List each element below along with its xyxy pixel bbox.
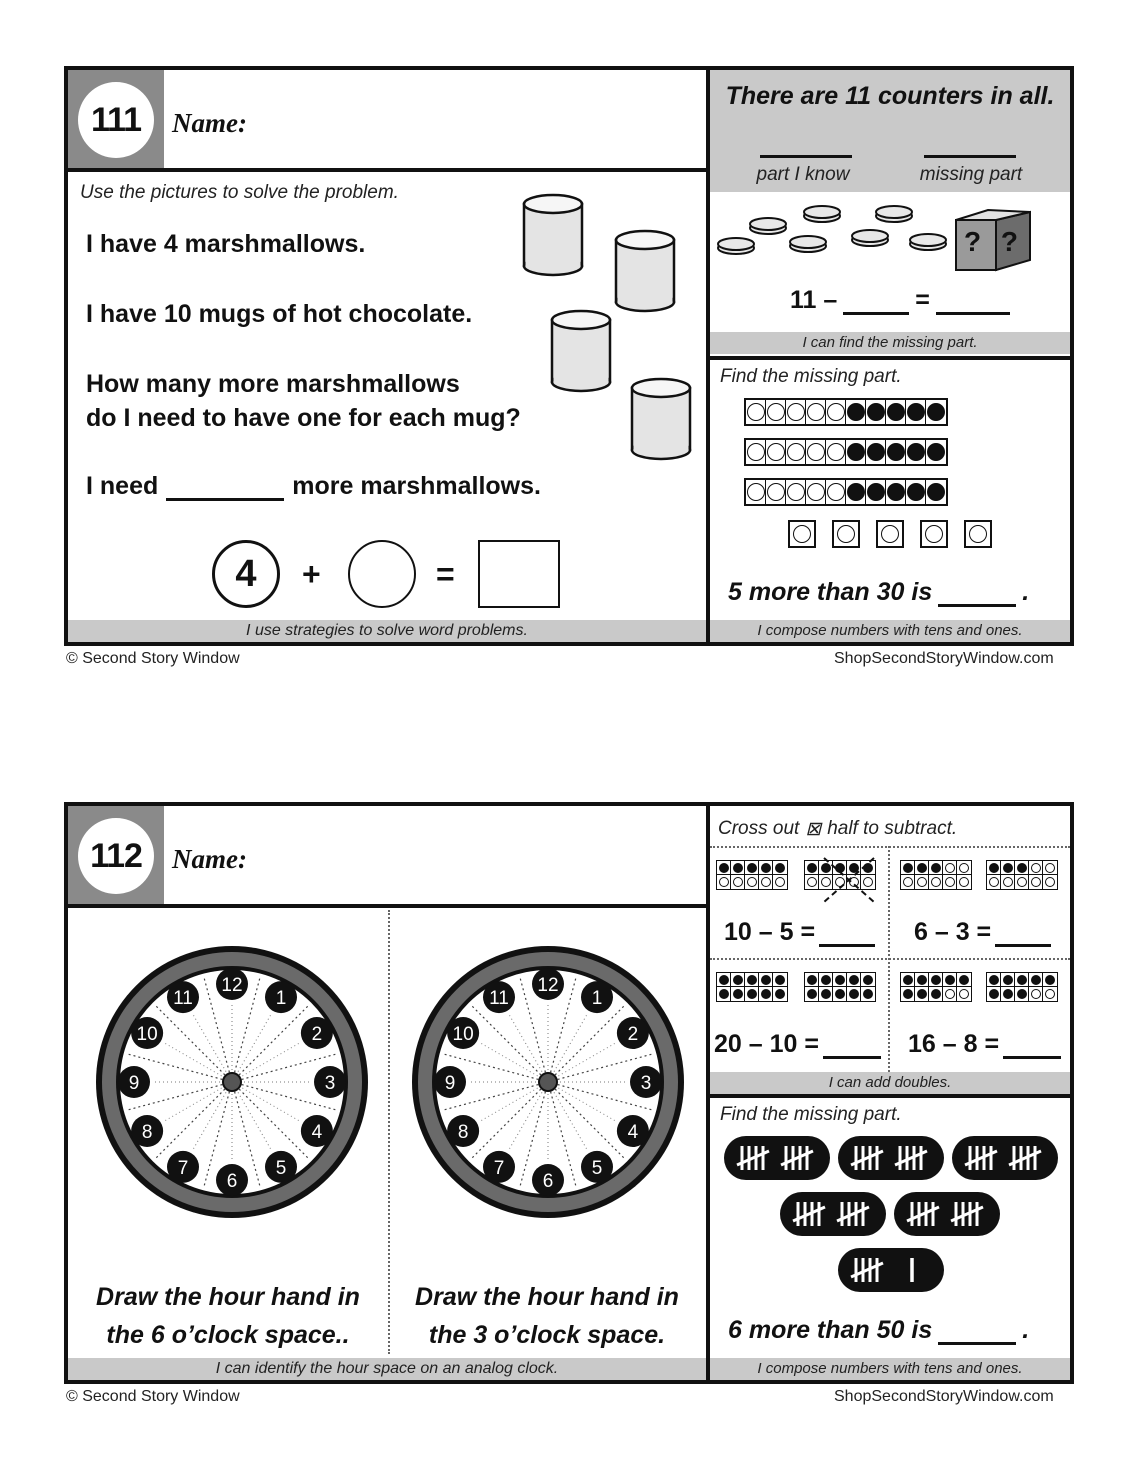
empty-dot bbox=[787, 483, 805, 501]
counter-icon bbox=[852, 230, 888, 246]
empty-dot bbox=[827, 443, 845, 461]
hour-number: 1 bbox=[275, 988, 287, 1010]
equation-blank[interactable] bbox=[1003, 1039, 1061, 1059]
small-ten-frame bbox=[716, 860, 788, 890]
hour-number: 2 bbox=[311, 1024, 323, 1045]
marshmallow-icon bbox=[552, 311, 610, 391]
clock-left-instruction bbox=[68, 1278, 388, 1354]
doubles-title-start: Cross out bbox=[718, 818, 800, 839]
more-than-blank[interactable] bbox=[938, 585, 1016, 607]
doubles-equation-2 bbox=[914, 918, 1051, 947]
equation-blank[interactable] bbox=[823, 1039, 881, 1059]
analog-clock-left bbox=[92, 942, 372, 1222]
hour-number: 8 bbox=[457, 1122, 469, 1143]
subtract-blank[interactable] bbox=[843, 293, 909, 315]
hour-number: 9 bbox=[444, 1073, 456, 1094]
clock-footer: I can identify the hour space on an analog clock. bbox=[68, 1358, 706, 1380]
marshmallow-icon bbox=[524, 195, 582, 275]
more-than-end: . bbox=[1022, 578, 1030, 606]
tally-more-than-text: 6 more than 50 is bbox=[728, 1316, 933, 1344]
name-label: Name: bbox=[172, 844, 247, 874]
empty-dot bbox=[827, 483, 845, 501]
missing-part-label: missing part bbox=[919, 164, 1023, 185]
equation-text: 16 – 8 = bbox=[908, 1030, 1000, 1058]
filled-dot bbox=[887, 403, 905, 421]
hour-number: 5 bbox=[591, 1157, 603, 1179]
clock-left-line-1: Draw the hour hand in bbox=[96, 1283, 360, 1311]
marshmallow-icon bbox=[616, 231, 674, 311]
tally-pill bbox=[838, 1248, 944, 1292]
question-line-2: do I need to have one for each mug? bbox=[86, 404, 521, 432]
equation-blank[interactable] bbox=[819, 927, 875, 947]
equation-blank[interactable] bbox=[995, 927, 1051, 947]
empty-dot bbox=[767, 403, 785, 421]
empty-dot bbox=[787, 443, 805, 461]
hour-number: 4 bbox=[311, 1122, 323, 1143]
ten-frame bbox=[744, 438, 948, 466]
small-ten-frame bbox=[716, 972, 788, 1002]
small-ten-frame bbox=[804, 972, 876, 1002]
counters-equation-equals: = bbox=[915, 286, 930, 314]
counter-icon bbox=[718, 238, 754, 254]
cross-out-mark bbox=[820, 854, 878, 906]
empty-dot bbox=[767, 483, 785, 501]
empty-dot bbox=[767, 443, 785, 461]
counter-icon bbox=[750, 218, 786, 234]
hour-number: 6 bbox=[542, 1171, 554, 1192]
doubles-footer: I can add doubles. bbox=[710, 1072, 1070, 1094]
filled-dot bbox=[867, 483, 885, 501]
clock-right-line-1: Draw the hour hand in bbox=[415, 1283, 679, 1311]
tally-pill bbox=[838, 1136, 944, 1180]
ten-frame bbox=[744, 398, 948, 426]
hour-number: 6 bbox=[226, 1171, 238, 1192]
difference-blank[interactable] bbox=[936, 293, 1010, 315]
filled-dot bbox=[847, 403, 865, 421]
hour-number: 7 bbox=[493, 1157, 505, 1179]
hour-number: 2 bbox=[627, 1024, 639, 1045]
counters-equation bbox=[790, 286, 1010, 315]
mystery-box-label: ? ? bbox=[964, 226, 1024, 257]
marshmallow-pictures bbox=[516, 188, 696, 468]
card-number-badge: 112 bbox=[78, 818, 154, 894]
empty-dot bbox=[807, 483, 825, 501]
tally-more-than-sentence bbox=[728, 1316, 1029, 1345]
counters-equation-start: 11 – bbox=[790, 286, 838, 314]
equation-text: 10 – 5 = bbox=[724, 918, 816, 946]
hour-number: 4 bbox=[627, 1122, 639, 1143]
shop-url[interactable]: ShopSecondStoryWindow.com bbox=[834, 1388, 1054, 1405]
answer-suffix: more marshmallows. bbox=[292, 472, 541, 500]
tally-more-than-blank[interactable] bbox=[938, 1323, 1016, 1345]
filled-dot bbox=[907, 483, 925, 501]
ones-box bbox=[832, 520, 860, 548]
more-than-sentence bbox=[728, 578, 1029, 607]
hour-number: 7 bbox=[177, 1157, 189, 1179]
tally-pill bbox=[780, 1192, 886, 1236]
empty-dot bbox=[747, 483, 765, 501]
ten-frame bbox=[744, 478, 948, 506]
ones-box bbox=[876, 520, 904, 548]
hour-number: 3 bbox=[640, 1073, 652, 1094]
card-number-badge: 111 bbox=[78, 82, 154, 158]
problem-line-2: I have 10 mugs of hot chocolate. bbox=[86, 300, 473, 328]
ones-box bbox=[788, 520, 816, 548]
hour-number: 10 bbox=[136, 1024, 158, 1045]
equation-text: 6 – 3 = bbox=[914, 918, 992, 946]
equation-text: 20 – 10 = bbox=[714, 1030, 819, 1058]
ones-box bbox=[920, 520, 948, 548]
ones-box bbox=[964, 520, 992, 548]
hour-number: 11 bbox=[489, 988, 509, 1010]
filled-dot bbox=[927, 483, 945, 501]
marshmallow-icon bbox=[632, 379, 690, 459]
copyright-credit: © Second Story Window bbox=[66, 1388, 240, 1405]
hour-number: 10 bbox=[452, 1024, 474, 1045]
clock-center-pin bbox=[539, 1073, 557, 1091]
empty-dot bbox=[827, 403, 845, 421]
hour-number: 12 bbox=[537, 975, 559, 996]
counter-icon bbox=[910, 234, 946, 250]
tally-pill bbox=[724, 1136, 830, 1180]
equation-answer-box[interactable] bbox=[478, 540, 560, 608]
more-than-text: 5 more than 30 is bbox=[728, 578, 933, 606]
counters-title: There are 11 counters in all. bbox=[725, 82, 1055, 110]
tally-title: Find the missing part. bbox=[720, 1104, 902, 1125]
filled-dot bbox=[847, 443, 865, 461]
answer-prefix: I need bbox=[86, 472, 159, 500]
doubles-equation-1 bbox=[724, 918, 875, 947]
answer-blank[interactable] bbox=[166, 475, 284, 501]
doubles-equation-4 bbox=[908, 1030, 1061, 1059]
filled-dot bbox=[867, 443, 885, 461]
problem-instruction: Use the pictures to solve the problem. bbox=[80, 182, 399, 203]
filled-dot bbox=[887, 443, 905, 461]
equation-answer-circle[interactable] bbox=[348, 540, 416, 608]
part-known-label: part I know bbox=[756, 164, 850, 185]
word-problem-footer: I use strategies to solve word problems. bbox=[68, 620, 706, 642]
filled-dot bbox=[867, 403, 885, 421]
small-ten-frame bbox=[986, 972, 1058, 1002]
counter-icon bbox=[790, 236, 826, 252]
hour-number: 1 bbox=[591, 988, 603, 1010]
problem-line-1: I have 4 marshmallows. bbox=[86, 230, 366, 258]
clock-center-pin bbox=[223, 1073, 241, 1091]
doubles-equation-3 bbox=[714, 1030, 881, 1059]
tally-more-than-end: . bbox=[1022, 1316, 1030, 1344]
empty-dot bbox=[807, 443, 825, 461]
filled-dot bbox=[927, 403, 945, 421]
tally-footer: I compose numbers with tens and ones. bbox=[710, 1358, 1070, 1380]
compose-footer: I compose numbers with tens and ones. bbox=[710, 620, 1070, 642]
filled-dot bbox=[847, 483, 865, 501]
worksheet-card-111 bbox=[64, 66, 1074, 646]
hour-number: 5 bbox=[275, 1157, 287, 1179]
equation-equals: = bbox=[436, 556, 455, 592]
equation-first-circle: 4 bbox=[212, 540, 280, 608]
filled-dot bbox=[887, 483, 905, 501]
hour-number: 11 bbox=[173, 988, 193, 1010]
crossed-box-icon: ⊠ bbox=[805, 819, 822, 840]
small-ten-frame bbox=[900, 860, 972, 890]
doubles-title-end: half to subtract. bbox=[827, 818, 958, 839]
question-line-1: How many more marshmallows bbox=[86, 370, 460, 398]
missing-part-title: Find the missing part. bbox=[720, 366, 902, 387]
filled-dot bbox=[907, 443, 925, 461]
part-known-blank[interactable] bbox=[760, 136, 852, 158]
hour-number: 8 bbox=[141, 1122, 153, 1143]
clock-left-line-2: the 6 o’clock space.. bbox=[106, 1321, 350, 1349]
clock-right-instruction bbox=[388, 1278, 706, 1354]
empty-dot bbox=[807, 403, 825, 421]
small-ten-frame bbox=[900, 972, 972, 1002]
hour-number: 3 bbox=[324, 1073, 336, 1094]
doubles-title bbox=[718, 818, 957, 841]
shop-url[interactable]: ShopSecondStoryWindow.com bbox=[834, 650, 1054, 667]
equation-plus: + bbox=[302, 556, 321, 592]
empty-dot bbox=[747, 443, 765, 461]
counters-picture bbox=[710, 200, 950, 260]
tally-pill bbox=[952, 1136, 1058, 1180]
hour-number: 12 bbox=[221, 975, 243, 996]
empty-dot bbox=[787, 403, 805, 421]
copyright-credit: © Second Story Window bbox=[66, 650, 240, 667]
answer-sentence bbox=[86, 472, 541, 501]
hour-number: 9 bbox=[128, 1073, 140, 1094]
filled-dot bbox=[907, 403, 925, 421]
small-ten-frame bbox=[986, 860, 1058, 890]
tally-pill bbox=[894, 1192, 1000, 1236]
analog-clock-right bbox=[408, 942, 688, 1222]
filled-dot bbox=[927, 443, 945, 461]
name-label: Name: bbox=[172, 108, 247, 138]
counters-footer: I can find the missing part. bbox=[710, 332, 1070, 354]
worksheet-card-112 bbox=[64, 802, 1074, 1384]
clock-right-line-2: the 3 o’clock space. bbox=[428, 1321, 666, 1349]
missing-part-blank[interactable] bbox=[924, 136, 1016, 158]
counter-icon bbox=[804, 206, 840, 222]
empty-dot bbox=[747, 403, 765, 421]
counter-icon bbox=[876, 206, 912, 222]
